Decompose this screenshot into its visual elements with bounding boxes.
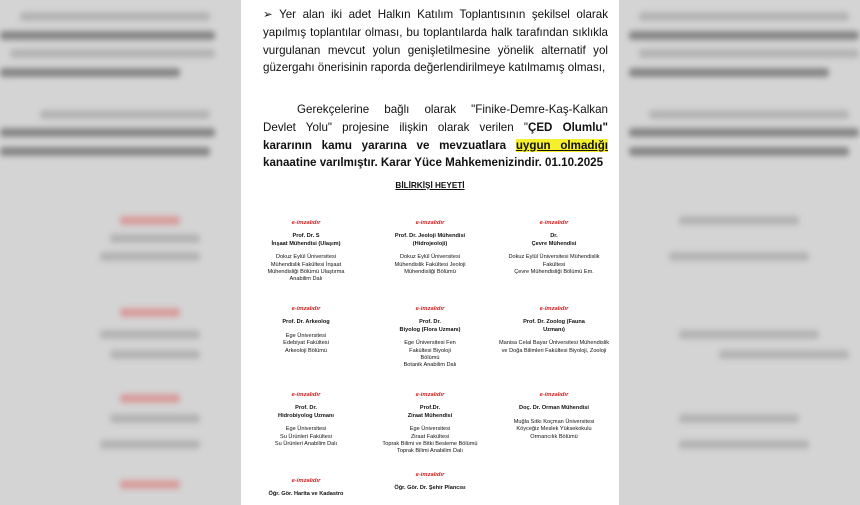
e-signature-label: e-imzalıdır: [539, 392, 569, 398]
signatory-title: Prof. Dr. Zoolog (Fauna Uzmanı): [523, 319, 585, 333]
signatory-title: Prof. Dr. Hidrobiyolog Uzmanı: [278, 405, 334, 419]
signatory-2: [367, 220, 493, 276]
signatory-title: Prof.Dr. Ziraat Mühendisi: [407, 405, 453, 419]
signatory-title: Doç. Dr. Orman Mühendisi: [519, 405, 589, 412]
e-signature-label: e-imzalıdır: [415, 306, 445, 312]
signatory-11: [367, 472, 493, 499]
e-signature-label: e-imzalıdır: [415, 392, 445, 398]
signatory-3: [491, 220, 617, 276]
e-signature-label: e-imzalıdır: [539, 306, 569, 312]
signatory-affiliation: Ege Üniversitesi Fen Fakültesi Biyoloji Bölümü Botanik Anabilim Dalı: [403, 340, 457, 369]
signatory-affiliation: Dokuz Eylül Üniversitesi Mühendislik Fakültesi Jeoloji Mühendisliği Bölümü: [394, 254, 466, 276]
signatory-title: Prof. Dr. Arkeolog: [282, 319, 330, 326]
signatory-affiliation: Muğla Sıtkı Koçman Üniversitesi Köyceğiz Meslek Yüksekokulu Ormancılık Bölümü: [513, 418, 595, 440]
signatory-title: Öğr. Gör. Dr. Şehir Plancısı: [394, 485, 466, 492]
e-signature-label: e-imzalıdır: [539, 220, 569, 226]
conclusion-highlight: uygun olmadığı: [515, 138, 608, 152]
signatory-10: [243, 478, 369, 505]
signatory-title: Prof. Dr. S İnşaat Mühendisi (Ulaşım): [271, 233, 341, 247]
e-signature-label: e-imzalıdır: [291, 306, 321, 312]
signatory-affiliation: Manisa Celal Bayar Üniversitesi Mühendislik ve Doğa Bilimleri Fakültesi Biyoloji, Zooloji: [498, 340, 610, 354]
paragraph-objection-text: ➢ Yer alan iki adet Halkın Katılım Toplantısının şekilsel olarak yapılmış toplantılar olması, bu toplantılarda halk tarafından sıklıkla vurgulanan mevcut yolun genişletilmesine yönelik alternatif yol güzergahı önerisinin raporda değerlendirilmeye katılmamış olması,: [263, 8, 608, 75]
signatory-affiliation: Ege Üniversitesi Su Ürünleri Fakültesi Su Ürünleri Anabilim Dalı: [274, 426, 338, 448]
signatory-8: [367, 392, 493, 456]
signatory-title: Prof. Dr. Biyolog (Flora Uzmanı): [399, 319, 461, 333]
signatory-title: Prof. Dr. Jeoloji Mühendisi (Hidrojeoloji): [394, 233, 466, 247]
signatory-title: Dr. Çevre Mühendisi: [531, 233, 577, 247]
signatory-affiliation: Dokuz Eylül Üniversitesi Mühendislik Fakültesi Çevre Mühendisliği Bölümü Em.: [508, 254, 600, 276]
paragraph-objection: [263, 6, 608, 77]
e-signature-label: e-imzalıdır: [291, 392, 321, 398]
signatory-affiliation: Ege Üniversitesi Ziraat Fakültesi Toprak Bilimi ve Bitki Besleme Bölümü Toprak Bilimi Anabilim Dalı: [382, 426, 478, 455]
signatory-affiliation: Dokuz Eylül Üniversitesi Mühendislik Fakültesi İnşaat Mühendisliği Bölümü Ulaştırma Anabilim Dalı: [267, 254, 345, 283]
conclusion-bold-2: kanaatine varılmıştır. Karar Yüce Mahkemenizindir. 01.10.2025: [263, 156, 604, 170]
signatory-6: [491, 306, 617, 355]
e-signature-label: e-imzalıdır: [291, 478, 321, 484]
e-signature-label: e-imzalıdır: [291, 220, 321, 226]
signatory-1: [243, 220, 369, 284]
conclusion-bold-1: ÇED Olumlu" kararının kamu yararına ve mevzuatlara: [263, 120, 608, 152]
e-signature-label: e-imzalıdır: [415, 220, 445, 226]
e-signature-label: e-imzalıdır: [415, 472, 445, 478]
signatory-7: [243, 392, 369, 448]
blurred-background-right: [619, 0, 860, 505]
expert-committee-heading: BİLİRKİŞİ HEYETİ: [395, 181, 465, 190]
signatory-9: [491, 392, 617, 441]
document-page: [241, 0, 619, 505]
signatory-affiliation: Ege Üniversitesi Edebiyat Fakültesi Arkeoloji Bölümü: [283, 332, 329, 354]
conclusion-text: Gerekçelerine bağlı olarak "Finike-Demre-Kaş-Kalkan Devlet Yolu" projesine ilişkin olarak verilen ": [263, 103, 608, 134]
paragraph-conclusion: [263, 101, 608, 172]
signatory-4: [243, 306, 369, 355]
signatory-5: [367, 306, 493, 370]
blurred-background-left: [0, 0, 241, 505]
signatory-title: Öğr. Gör. Harita ve Kadastro: [268, 491, 344, 498]
